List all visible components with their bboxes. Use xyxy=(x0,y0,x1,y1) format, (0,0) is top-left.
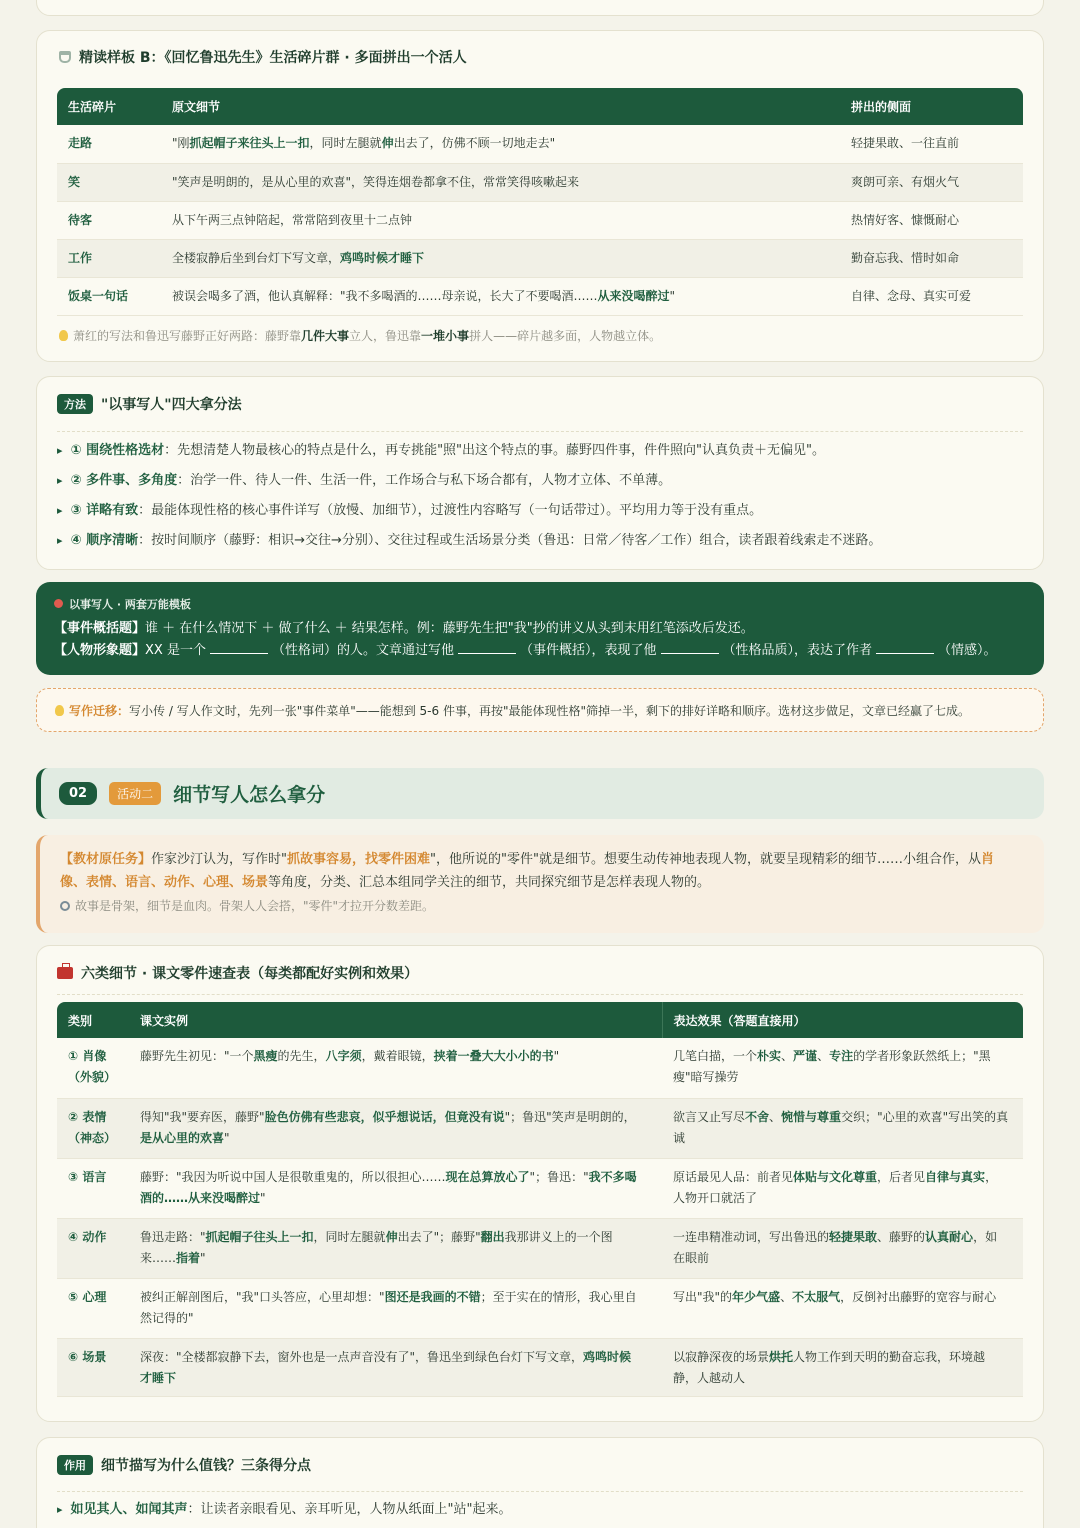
method-item-label: ③ 详略有致 xyxy=(70,503,139,518)
detail-emphasis: 抓起帽子来往头上一扣 xyxy=(189,136,310,151)
table-header: 表达效果（答题直接用） xyxy=(662,1002,1023,1038)
effect-card xyxy=(36,1437,1044,1528)
effect-text: 、 xyxy=(781,1049,794,1063)
template-label: 【事件概括题】 xyxy=(54,621,146,636)
section-number: 02 xyxy=(59,782,97,805)
example-text: " xyxy=(224,1130,230,1145)
effect-text: 、 xyxy=(780,1289,793,1304)
detail-text: ，同时左腿就 xyxy=(309,136,382,151)
effect-text: 人物工作到天明的勤奋忘我，环境越静，人越动人 xyxy=(673,1349,986,1385)
effect-text: 、藤野的 xyxy=(877,1229,926,1244)
example-text: 我那讲义上的一个图来…… xyxy=(140,1229,613,1265)
task-emphasis: 肖 xyxy=(980,852,994,867)
example-emphasis: 翻出 xyxy=(480,1229,505,1244)
fragment-cell: 待客 xyxy=(57,201,161,239)
template-row-event xyxy=(54,618,1026,640)
effect-emphasis: 朴实 xyxy=(757,1049,782,1063)
example-emphasis: 图还是我画的不错 xyxy=(384,1289,481,1304)
example-text: 藤野："我因为听说中国人是很敬重鬼的，所以很担心…… xyxy=(140,1169,446,1184)
effect-text: 的学者形象跃然纸上；"黑瘦"暗写操劳 xyxy=(673,1049,991,1084)
category-label: ⑤ 心理 xyxy=(68,1289,107,1304)
effect-text: 以寂静深夜的场景 xyxy=(673,1349,770,1364)
effect-item-text: ：让读者亲眼看见、亲耳听见，人物从纸面上"站"起来。 xyxy=(187,1502,512,1517)
task-label: 【教材原任务】 xyxy=(60,852,152,867)
template-text: （性格品质），表达了作者 xyxy=(722,643,873,658)
blank-line xyxy=(876,653,934,654)
detail-text: " xyxy=(669,288,676,303)
effect-title xyxy=(57,1455,311,1475)
method-item-text: ：最能体现性格的核心事件详写（放慢、加细节），过渡性内容略写（一句话带过）。平均用力等于没有重点。 xyxy=(138,503,763,518)
example-text: ，同时左腿就 xyxy=(313,1229,386,1244)
fragment-cell: 工作 xyxy=(57,239,161,277)
six-details-table xyxy=(57,1002,1023,1397)
method-item xyxy=(57,499,762,518)
table-row xyxy=(57,1218,1023,1278)
six-details-table-wrap xyxy=(57,1002,1023,1397)
table-header: 课文实例 xyxy=(129,1002,662,1038)
effect-text: 原话最见人品：前者见 xyxy=(673,1169,794,1184)
task-part: 等角度，分类、汇总本组同学关注的细节，共同探究细节是怎样表现人物的。 xyxy=(268,875,711,890)
example-emphasis: 是从心里的欢喜 xyxy=(140,1130,225,1145)
writing-transfer-tip xyxy=(36,688,1044,732)
example-emphasis: 我不多喝酒的……从来没喝醉过 xyxy=(140,1169,637,1205)
example-emphasis: 鸡鸣时候才睡下 xyxy=(140,1349,632,1385)
example-text: 鲁迅走路：" xyxy=(140,1229,206,1244)
example-emphasis: 指着 xyxy=(176,1250,201,1265)
example-emphasis: 抓起帽子往头上一扣 xyxy=(205,1229,314,1244)
activity-badge: 活动二 xyxy=(109,782,161,805)
life-fragments-table xyxy=(57,88,1023,316)
side-cell: 热情好客、慷慨耐心 xyxy=(840,201,1023,239)
effect-item-label: 如见其人、如闻其声 xyxy=(70,1502,188,1517)
category-cell xyxy=(57,1218,129,1278)
detail-text: "刚 xyxy=(172,136,190,151)
detail-text: 出去了，仿佛不顾一切地走去" xyxy=(393,136,556,151)
table-row xyxy=(57,277,1023,315)
table-header: 类别 xyxy=(57,1002,129,1038)
effect-emphasis: 惋惜与尊重 xyxy=(781,1109,842,1124)
category-cell xyxy=(57,1038,129,1098)
teacup-icon xyxy=(59,51,71,63)
effect-emphasis: 自律与真实 xyxy=(925,1169,986,1184)
tip-text: 立人，鲁迅靠 xyxy=(349,329,422,343)
category-cell xyxy=(57,1158,129,1218)
task-emphasis: 像、表情、语言、动作、心理、场景 xyxy=(60,875,269,890)
example-text: 深夜："全楼都寂静下去，窗外也是一点声音没有了"，鲁迅坐到绿色台灯下写文章， xyxy=(140,1349,584,1364)
side-cell: 轻捷果敢、一往直前 xyxy=(840,125,1023,163)
reading-sample-b-card xyxy=(36,30,1044,362)
side-cell: 自律、念母、真实可爱 xyxy=(840,277,1023,315)
effect-text: ，反倒衬出藤野的宽容与耐心 xyxy=(840,1289,997,1304)
template-row-character xyxy=(54,640,1026,662)
tip-text: 拼人——碎片越多面，人物越立体。 xyxy=(469,329,662,343)
method-title-text: "以事写人"四大拿分法 xyxy=(101,397,242,413)
effect-cell xyxy=(662,1218,1023,1278)
effect-text: 欲言又止写尽 xyxy=(673,1109,746,1124)
toolbox-icon xyxy=(57,967,73,979)
example-emphasis: 伸 xyxy=(385,1229,398,1244)
fragment-cell: 笑 xyxy=(57,163,161,201)
method-badge: 方法 xyxy=(57,394,93,414)
transfer-label: 写作迁移： xyxy=(69,703,130,718)
method-item-text: ：先想清楚人物最核心的特点是什么，再专挑能"照"出这个特点的事。藤野四件事，件件照向"认真负责＋无偏见"。 xyxy=(164,443,825,458)
detail-cell xyxy=(161,239,840,277)
method-title xyxy=(57,394,242,414)
effect-text: ，如在眼前 xyxy=(673,1229,998,1265)
task-part: 作家沙汀认为，写作时" xyxy=(151,852,287,867)
side-cell: 勤奋忘我、惜时如命 xyxy=(840,239,1023,277)
detail-cell xyxy=(161,163,840,201)
table-row xyxy=(57,125,1023,163)
section-header xyxy=(36,768,1044,819)
effect-emphasis: 烘托 xyxy=(769,1349,794,1364)
category-label: ④ 动作 xyxy=(68,1229,107,1244)
example-text: 的先生， xyxy=(277,1049,326,1063)
method-card xyxy=(36,376,1044,570)
universal-template-box xyxy=(36,582,1044,675)
category-sub: （神态） xyxy=(68,1130,117,1145)
effect-cell xyxy=(662,1038,1023,1098)
tip-emphasis: 几件大事 xyxy=(301,329,350,343)
detail-emphasis: 从来没喝醉过 xyxy=(597,288,670,303)
category-label: ② 表情 xyxy=(68,1109,107,1124)
template-text: （性格词）的人。文章通过写他 xyxy=(271,643,454,658)
effect-text: 交织；"心里的欢喜"写出笑的真诚 xyxy=(673,1109,1009,1145)
category-label: ① 肖像 xyxy=(68,1049,107,1063)
wrench-icon xyxy=(60,901,70,911)
effect-emphasis: 轻捷果敢 xyxy=(829,1229,878,1244)
example-text: ，戴着眼镜， xyxy=(361,1049,434,1063)
fragment-cell: 饭桌一句话 xyxy=(57,277,161,315)
table-row xyxy=(57,1098,1023,1158)
example-text: "；鲁迅：" xyxy=(529,1169,589,1184)
table-header: 原文细节 xyxy=(161,88,840,125)
example-cell xyxy=(129,1038,662,1098)
example-text: " xyxy=(260,1190,266,1205)
example-text: ；至于实在的情形，我心里自然记得的" xyxy=(140,1289,637,1325)
effect-cell xyxy=(662,1158,1023,1218)
table-row xyxy=(57,201,1023,239)
example-text: " xyxy=(200,1250,206,1265)
detail-emphasis: 伸 xyxy=(381,136,394,151)
six-details-title-text: 六类细节 · 课文零件速查表（每类都配好实例和效果） xyxy=(81,966,419,982)
method-item xyxy=(57,469,671,488)
reading-sample-b-title xyxy=(59,47,467,67)
detail-text: 被误会喝多了酒，他认真解释："我不多喝酒的……母亲说，长大了不要喝酒…… xyxy=(172,288,598,303)
detail-text: 从下午两三点钟陪起，常常陪到夜里十二点钟 xyxy=(172,212,413,227)
example-emphasis: 黑瘦 xyxy=(253,1049,278,1063)
table-row xyxy=(57,1278,1023,1338)
category-cell xyxy=(57,1338,129,1396)
method-item-label: ① 围绕性格选材 xyxy=(70,443,165,458)
fragment-cell: 走路 xyxy=(57,125,161,163)
task-note xyxy=(60,897,1024,914)
effect-cell xyxy=(662,1338,1023,1396)
method-item-text: ：按时间顺序（藤野：相识→交往→分别）、交往过程或生活场景分类（鲁迅：日常／待客／工作）组合，读者跟着线索走不迷路。 xyxy=(138,533,882,548)
divider xyxy=(57,1491,1023,1492)
method-item xyxy=(57,529,881,548)
example-emphasis: 脸色仿佛有些悲哀，似乎想说话，但竟没有说 xyxy=(264,1109,505,1124)
effect-emphasis: 体贴与文化尊重 xyxy=(793,1169,878,1184)
effect-cell xyxy=(662,1098,1023,1158)
task-emphasis: 抓故事容易，找零件困难 xyxy=(287,852,431,867)
reading-sample-b-title-text: 精读样板 B：《回忆鲁迅先生》生活碎片群 · 多面拼出一个活人 xyxy=(79,50,467,66)
lightbulb-icon xyxy=(59,330,68,341)
task-text xyxy=(60,848,1024,894)
table-row xyxy=(57,163,1023,201)
template-text: （事件概括），表现了他 xyxy=(519,643,657,658)
section-title: 细节写人怎么拿分 xyxy=(173,784,326,806)
example-text: " xyxy=(553,1049,560,1063)
comparison-tip xyxy=(59,327,661,344)
effect-cell xyxy=(662,1278,1023,1338)
template-text: XX 是一个 xyxy=(145,643,206,658)
table-header: 拼出的侧面 xyxy=(840,88,1023,125)
effect-text: ，人物开口就活了 xyxy=(673,1169,998,1205)
category-label: ⑥ 场景 xyxy=(68,1349,107,1364)
previous-card-edge xyxy=(36,0,1044,16)
method-item xyxy=(57,439,825,458)
example-text: "；鲁迅"笑声是明朗的， xyxy=(504,1109,636,1124)
effect-text: 、 xyxy=(817,1049,830,1063)
table-row xyxy=(57,1038,1023,1098)
category-label: ③ 语言 xyxy=(68,1169,107,1184)
effect-emphasis: 不太服气 xyxy=(792,1289,841,1304)
blank-line xyxy=(210,653,268,654)
effect-text: 、 xyxy=(769,1109,782,1124)
table-row xyxy=(57,239,1023,277)
example-emphasis: 挟着一叠大大小小的书 xyxy=(433,1049,554,1063)
method-item-label: ② 多件事、多角度 xyxy=(70,473,178,488)
example-text: 藤野先生初见："一个 xyxy=(140,1049,254,1063)
example-text: 出去了"；藤野" xyxy=(397,1229,481,1244)
six-details-title xyxy=(57,963,418,983)
lightbulb-icon xyxy=(55,705,64,716)
effect-text: 一连串精准动词，写出鲁迅的 xyxy=(673,1229,830,1244)
template-text: 谁 ＋ 在什么情况下 ＋ 做了什么 ＋ 结果怎样。例：藤野先生把"我"抄的讲义从头到末用红笔添改后发还。 xyxy=(145,621,754,636)
example-cell xyxy=(129,1098,662,1158)
task-note-text: 故事是骨架，细节是血肉。骨架人人会搭，"零件"才拉开分数差距。 xyxy=(75,899,435,913)
effect-emphasis: 严谨 xyxy=(793,1049,818,1063)
task-part: "，他所说的"零件"就是细节。想要生动传神地表现人物，就要呈现精彩的细节……小组合作，从 xyxy=(430,852,981,867)
category-cell xyxy=(57,1278,129,1338)
effect-text: 几笔白描，一个 xyxy=(673,1049,758,1063)
effect-text: 写出"我"的 xyxy=(673,1289,733,1304)
table-row xyxy=(57,1338,1023,1396)
effect-text: ，后者见 xyxy=(877,1169,926,1184)
category-sub: （外貌） xyxy=(68,1070,117,1084)
tip-text: 萧红的写法和鲁迅写藤野正好两路：藤野靠 xyxy=(73,329,302,343)
effect-emphasis: 认真耐心 xyxy=(925,1229,974,1244)
template-title-text: 以事写人 · 两套万能模板 xyxy=(69,598,191,611)
template-title xyxy=(54,596,1026,612)
table-row xyxy=(57,1158,1023,1218)
example-cell xyxy=(129,1338,662,1396)
detail-cell xyxy=(161,125,840,163)
blank-line xyxy=(458,653,516,654)
example-text: 得知"我"要弃医，藤野" xyxy=(140,1109,265,1124)
effect-emphasis: 年少气盛 xyxy=(732,1289,781,1304)
transfer-text: 写小传 / 写人作文时，先列一张"事件菜单"——能想到 5-6 件事，再按"最能体现性格"筛掉一半，剩下的排好详略和顺序。选材这步做足，文章已经赢了七成。 xyxy=(129,703,970,718)
example-text: 被纠正解剖图后，"我"口头答应，心里却想：" xyxy=(140,1289,385,1304)
example-cell xyxy=(129,1218,662,1278)
table-header: 生活碎片 xyxy=(57,88,161,125)
life-fragments-table-wrap xyxy=(57,88,1023,316)
effect-badge: 作用 xyxy=(57,1455,93,1475)
detail-cell xyxy=(161,277,840,315)
detail-text: "笑声是明朗的，是从心里的欢喜"，笑得连烟卷都拿不住，常常笑得咳嗽起来 xyxy=(172,174,580,189)
detail-text: 全楼寂静后坐到台灯下写文章， xyxy=(172,250,341,265)
example-cell xyxy=(129,1158,662,1218)
template-text: （情感）。 xyxy=(938,643,997,658)
pin-icon xyxy=(54,599,63,608)
method-item-text: ：治学一件、待人一件、生活一件，工作场合与私下场合都有，人物才立体、不单薄。 xyxy=(177,473,672,488)
divider xyxy=(57,994,1023,995)
effect-emphasis: 专注 xyxy=(829,1049,854,1063)
category-cell xyxy=(57,1098,129,1158)
blank-line xyxy=(661,653,719,654)
template-label: 【人物形象题】 xyxy=(54,643,146,658)
divider xyxy=(57,431,1023,432)
example-cell xyxy=(129,1278,662,1338)
side-cell: 爽朗可亲、有烟火气 xyxy=(840,163,1023,201)
effect-emphasis: 不舍 xyxy=(745,1109,770,1124)
detail-emphasis: 鸡鸣时候才睡下 xyxy=(340,250,425,265)
example-emphasis: 八字须 xyxy=(325,1049,362,1063)
effect-title-text: 细节描写为什么值钱？三条得分点 xyxy=(101,1458,311,1474)
six-details-card xyxy=(36,945,1044,1422)
textbook-task-box xyxy=(36,835,1044,933)
method-item-label: ④ 顺序清晰 xyxy=(70,533,139,548)
detail-cell xyxy=(161,201,840,239)
tip-emphasis: 一堆小事 xyxy=(421,329,470,343)
effect-item xyxy=(57,1498,512,1517)
example-emphasis: 现在总算放心了 xyxy=(445,1169,530,1184)
